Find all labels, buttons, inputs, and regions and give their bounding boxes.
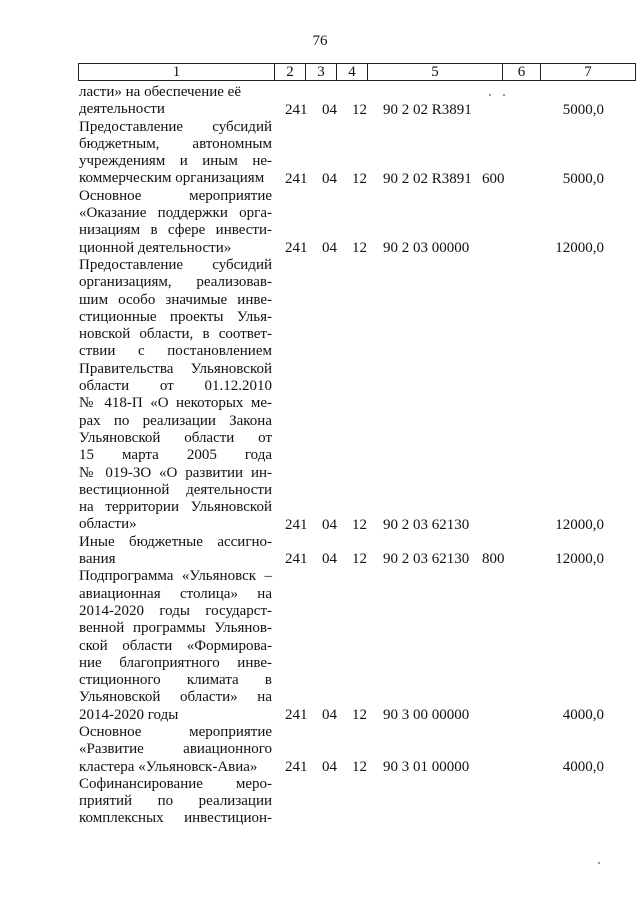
subsection-code: 12 — [352, 516, 367, 533]
description-line: стиционного климата в — [79, 672, 272, 689]
table-row — [0, 84, 640, 119]
section-code: 04 — [322, 758, 337, 775]
description-line: новской области, в соответ- — [79, 326, 272, 343]
grbs-code: 241 — [285, 170, 308, 187]
column-header-5: 5 — [368, 64, 503, 81]
description-line: области» — [79, 516, 137, 533]
description-line: Правительства Ульяновской — [79, 360, 272, 377]
budget-table-body — [0, 84, 640, 828]
target-article-code: 90 2 03 62130 — [383, 551, 470, 568]
target-article-code: 90 2 02 R3891 — [383, 170, 472, 187]
amount: 4000,0 — [562, 706, 604, 723]
table-row — [0, 568, 640, 724]
grbs-code: 241 — [285, 239, 308, 256]
row-codes — [0, 707, 640, 724]
description-line: кластера «Ульяновск-Авиа» — [79, 758, 258, 775]
grbs-code: 241 — [285, 516, 308, 533]
description-line: шим особо значимые инве- — [79, 291, 272, 308]
description-line: вания — [79, 551, 116, 568]
description-line: комплексных инвестицион- — [79, 810, 272, 827]
description-line: ской области «Формирова- — [79, 637, 272, 654]
row-codes — [0, 759, 640, 776]
row-description — [79, 568, 272, 724]
description-line: стиционные проекты Улья- — [79, 308, 272, 325]
amount: 12000,0 — [555, 551, 604, 568]
description-line: 15 марта 2005 года — [79, 447, 272, 464]
scan-speck — [598, 862, 600, 864]
description-line: 2014-2020 годы — [79, 706, 179, 723]
description-line: Подпрограмма «Ульяновск – — [79, 568, 272, 585]
amount: 5000,0 — [562, 170, 604, 187]
row-codes — [0, 551, 640, 568]
table-row — [0, 534, 640, 569]
section-code: 04 — [322, 101, 337, 118]
description-line: Предоставление субсидий — [79, 256, 272, 273]
table-row — [0, 724, 640, 776]
description-line: венной программы Ульянов- — [79, 620, 272, 637]
column-header-row — [78, 63, 636, 81]
target-article-code: 90 2 03 00000 — [383, 239, 470, 256]
subsection-code: 12 — [352, 101, 367, 118]
description-line: рах по реализации Закона — [79, 412, 272, 429]
column-header-1: 1 — [79, 64, 275, 81]
description-line: ционной деятельности» — [79, 239, 232, 256]
table-row — [0, 776, 640, 828]
expense-type-code: 800 — [482, 551, 505, 568]
description-line: авиационная столица» на — [79, 585, 272, 602]
description-line: № 418-П «О некоторых ме- — [79, 395, 272, 412]
target-article-code: 90 2 02 R3891 — [383, 101, 472, 118]
target-article-code: 90 3 00 00000 — [383, 706, 470, 723]
description-line: «Развитие авиационного — [79, 741, 272, 758]
amount: 12000,0 — [555, 239, 604, 256]
table-row — [0, 188, 640, 257]
table-row — [0, 257, 640, 534]
page-number: 76 — [312, 33, 328, 49]
row-codes — [0, 240, 640, 257]
subsection-code: 12 — [352, 551, 367, 568]
description-line: ласти» на обеспечение её — [79, 84, 241, 100]
column-header-6: 6 — [503, 64, 541, 81]
section-code: 04 — [322, 551, 337, 568]
subsection-code: 12 — [352, 706, 367, 723]
section-code: 04 — [322, 706, 337, 723]
row-codes — [0, 517, 640, 534]
row-codes — [0, 171, 640, 188]
row-codes — [0, 102, 640, 119]
description-line: Иные бюджетные ассигно- — [79, 533, 272, 550]
amount: 4000,0 — [562, 758, 604, 775]
table-row — [0, 119, 640, 188]
section-code: 04 — [322, 239, 337, 256]
description-line: Основное мероприятие — [79, 187, 272, 204]
grbs-code: 241 — [285, 758, 308, 775]
description-line: «Оказание поддержки орга- — [79, 205, 272, 222]
description-line: деятельности — [79, 101, 165, 118]
row-codes — [0, 811, 640, 828]
target-article-code: 90 2 03 62130 — [383, 516, 470, 533]
grbs-code: 241 — [285, 706, 308, 723]
description-line: области от 01.12.2010 — [79, 378, 272, 395]
description-line: вестиционной деятельности — [79, 481, 272, 498]
amount: 5000,0 — [562, 101, 604, 118]
section-code: 04 — [322, 170, 337, 187]
row-description — [79, 257, 272, 534]
description-line: ствии с постановлением — [79, 343, 272, 360]
description-line: Ульяновской области» на — [79, 689, 272, 706]
description-line: № 019-ЗО «О развитии ин- — [79, 464, 272, 481]
description-line: ние благоприятного инве- — [79, 654, 272, 671]
target-article-code: 90 3 01 00000 — [383, 758, 470, 775]
description-line: Софинансирование меро- — [79, 775, 272, 792]
description-line: приятий по реализации — [79, 793, 272, 810]
column-header-2: 2 — [275, 64, 306, 81]
description-line: низациям в сфере инвести- — [79, 222, 272, 239]
scan-speck — [503, 94, 505, 96]
description-line: учреждениям и иным не- — [79, 153, 272, 170]
subsection-code: 12 — [352, 170, 367, 187]
scan-speck — [489, 94, 491, 96]
amount: 12000,0 — [555, 516, 604, 533]
description-line: 2014-2020 годы государст- — [79, 602, 272, 619]
column-header-7: 7 — [541, 64, 636, 81]
description-line: коммерческим организациям — [79, 170, 265, 187]
description-line: Предоставление субсидий — [79, 118, 272, 135]
subsection-code: 12 — [352, 239, 367, 256]
description-line: Основное мероприятие — [79, 723, 272, 740]
grbs-code: 241 — [285, 551, 308, 568]
description-line: Ульяновской области от — [79, 429, 272, 446]
grbs-code: 241 — [285, 101, 308, 118]
section-code: 04 — [322, 516, 337, 533]
column-header-3: 3 — [306, 64, 337, 81]
description-line: организациям, реализовав- — [79, 274, 272, 291]
column-header-4: 4 — [337, 64, 368, 81]
subsection-code: 12 — [352, 758, 367, 775]
description-line: бюджетным, автономным — [79, 135, 272, 152]
description-line: на территории Ульяновской — [79, 499, 272, 516]
expense-type-code: 600 — [482, 170, 505, 187]
